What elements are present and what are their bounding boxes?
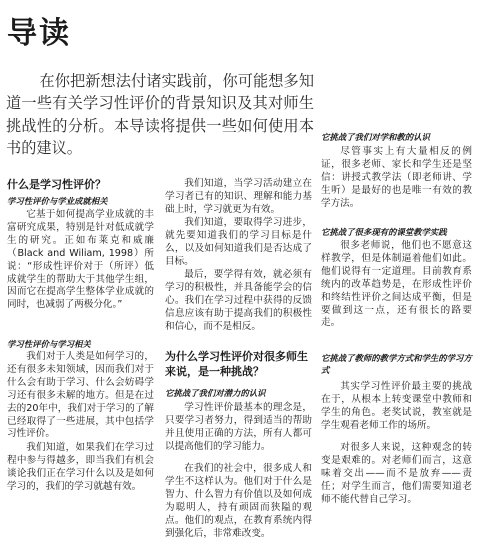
paragraph-potential: 学习性评价最基本的理念是，只要学习者努力，得到适当的帮助并且使用正确的方法，所有人都可以提高他们的学习能力。 bbox=[165, 402, 312, 452]
lead-paragraph: 在你把新想法付诸实践前，你可能想多知道一些有关学习性评价的背景知识及其对师生挑战性的分析。本导读将提供一些如何使用本书的建议。 bbox=[6, 72, 314, 157]
paragraph-system: 很多老师说，他们也不愿意这样教学，但是体制逼着他们如此。他们说得有一定道理。目前教育系统内的改革趋势是，在形成性评价和终结性评价之间达成平衡，但是要做到这一点，还有很长的路要走。 bbox=[321, 240, 472, 329]
subheading-teaching-learning: 它挑战了我们对学和教的认识 bbox=[321, 132, 430, 142]
page-title: 导读 bbox=[7, 16, 71, 51]
section-heading-what-is: 什么是学习性评价？ bbox=[7, 178, 106, 191]
paragraph-goals: 我们知道，要取得学习进步，就先要知道我们的学习目标是什么，以及如何知道我们是否达成了目标。 bbox=[165, 217, 312, 267]
paragraph-motivation: 最后，要学得有效，就必须有学习的积极性，并具备能学会的信心。我们在学习过程中获得的反馈信息应该有助于提高我们的积极性和信心，而不是相反。 bbox=[165, 269, 312, 332]
subheading-potential: 它挑战了我们对潜力的认识 bbox=[165, 388, 266, 398]
paragraph-responsibility: 对很多人来说，这种观念的转变是艰难的。对老师们而言，这意味着交出——而不是放弃——责任；对学生而言，他们需要知道老师不能代替自己学习。 bbox=[321, 442, 472, 505]
paragraph-prior-knowledge: 我们知道，当学习活动建立在学习者已有的知识、理解和能力基础上时，学习就更为有效。 bbox=[165, 178, 312, 215]
paragraph-learning: 我们对于人类是如何学习的，还有很多未知领域，因而我们对于什么会有助于学习、什么会妨碍学习还有很多未解的地方。但是在过去的20年中，我们对于学习的了解已经取得了一些进展，其中包括学习性评价。 bbox=[7, 351, 154, 440]
paragraph-roles: 其实学习性评价最主要的挑战在于，从根本上转变课堂中教师和学生的角色。老奖试说，教室就是学生观看老师工作的场所。 bbox=[321, 381, 472, 431]
paragraph-society: 在我们的社会中，很多成人和学生不这样认为。他们对于什么是智力、什么智力有价值以及如何成为聪明人，持有顽固而狭隘的观点。他们的观点，在教育系统内得到强化后，非常难改变。 bbox=[165, 463, 312, 539]
paragraph-lecture: 尽管事实上有大量相反的例证，很多老师、家长和学生还是坚信：讲授式教学法（即老师讲、学生听）是最好的也是唯一有效的教学方法。 bbox=[321, 146, 472, 209]
paragraph-participation: 我们知道，如果我们在学习过程中参与得越多，即当我们有机会谈论我们正在学习什么以及是如何学习的，我们的学习就越有效。 bbox=[7, 442, 154, 492]
subheading-roles: 它挑战了教师的教学方式和学生的学习方式 bbox=[321, 353, 472, 375]
section-heading-why-challenge: 为什么学习性评价对很多师生来说，是一种挑战？ bbox=[165, 350, 308, 378]
paragraph-achievement: 它基于如何提高学业成就的丰富研究成果，特别是针对低成就学生的研究。正如布莱克和威廉（Black and Wiliam, 1998）所说：“形成性评价对于（所评）低成就学生的帮助大于其他学生组，因而它在提高学生整体学业成就的同时，也减弱了两极分化。” bbox=[7, 209, 154, 311]
subheading-learning: 学习性评价与学习相关 bbox=[7, 339, 91, 349]
subheading-achievement: 学习性评价与学业成就相关 bbox=[7, 196, 108, 206]
subheading-practice: 它挑战了很多现有的课堂教学实践 bbox=[321, 227, 447, 237]
